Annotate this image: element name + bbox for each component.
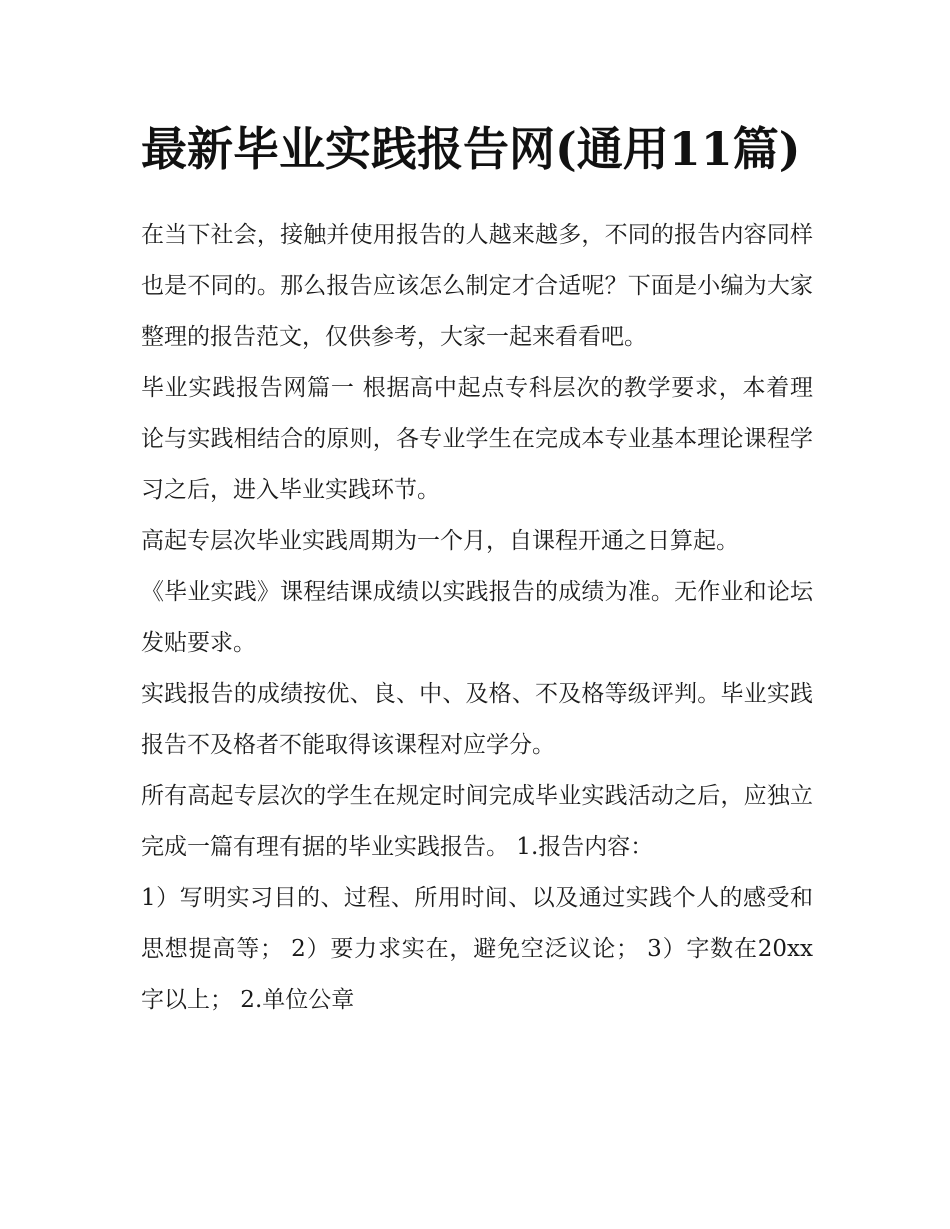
paragraph-grading-basis: 《毕业实践》课程结课成绩以实践报告的成绩为准。无作业和论坛发贴要求。 [141, 579, 813, 656]
paragraph-duration: 高起专层次毕业实践周期为一个月，自课程开通之日算起。 [141, 528, 739, 554]
paragraph-intro: 在当下社会，接触并使用报告的人越来越多，不同的报告内容同样也是不同的。那么报告应该怎么制定才合适呢？下面是小编为大家整理的报告范文，仅供参考，大家一起来看看吧。 [141, 222, 813, 350]
paragraph-grade-levels: 实践报告的成绩按优、良、中、及格、不及格等级评判。毕业实践报告不及格者不能取得该课程对应学分。 [141, 681, 813, 758]
document-body [141, 110, 813, 1026]
paragraph-report-content: 1）写明实习目的、过程、所用时间、以及通过实践个人的感受和思想提高等； 2）要力求实在，避免空泛议论； 3）字数在20xx字以上； 2.单位公章 [141, 885, 813, 1013]
paragraph-report-requirement: 所有高起专层次的学生在规定时间完成毕业实践活动之后，应独立完成一篇有理有据的毕业实践报告。 1.报告内容： [141, 783, 813, 860]
paragraph-section-one: 毕业实践报告网篇一 根据高中起点专科层次的教学要求，本着理论与实践相结合的原则，各专业学生在完成本专业基本理论课程学习之后，进入毕业实践环节。 [141, 375, 813, 503]
document-title: 最新毕业实践报告网(通用11篇) [141, 122, 801, 176]
